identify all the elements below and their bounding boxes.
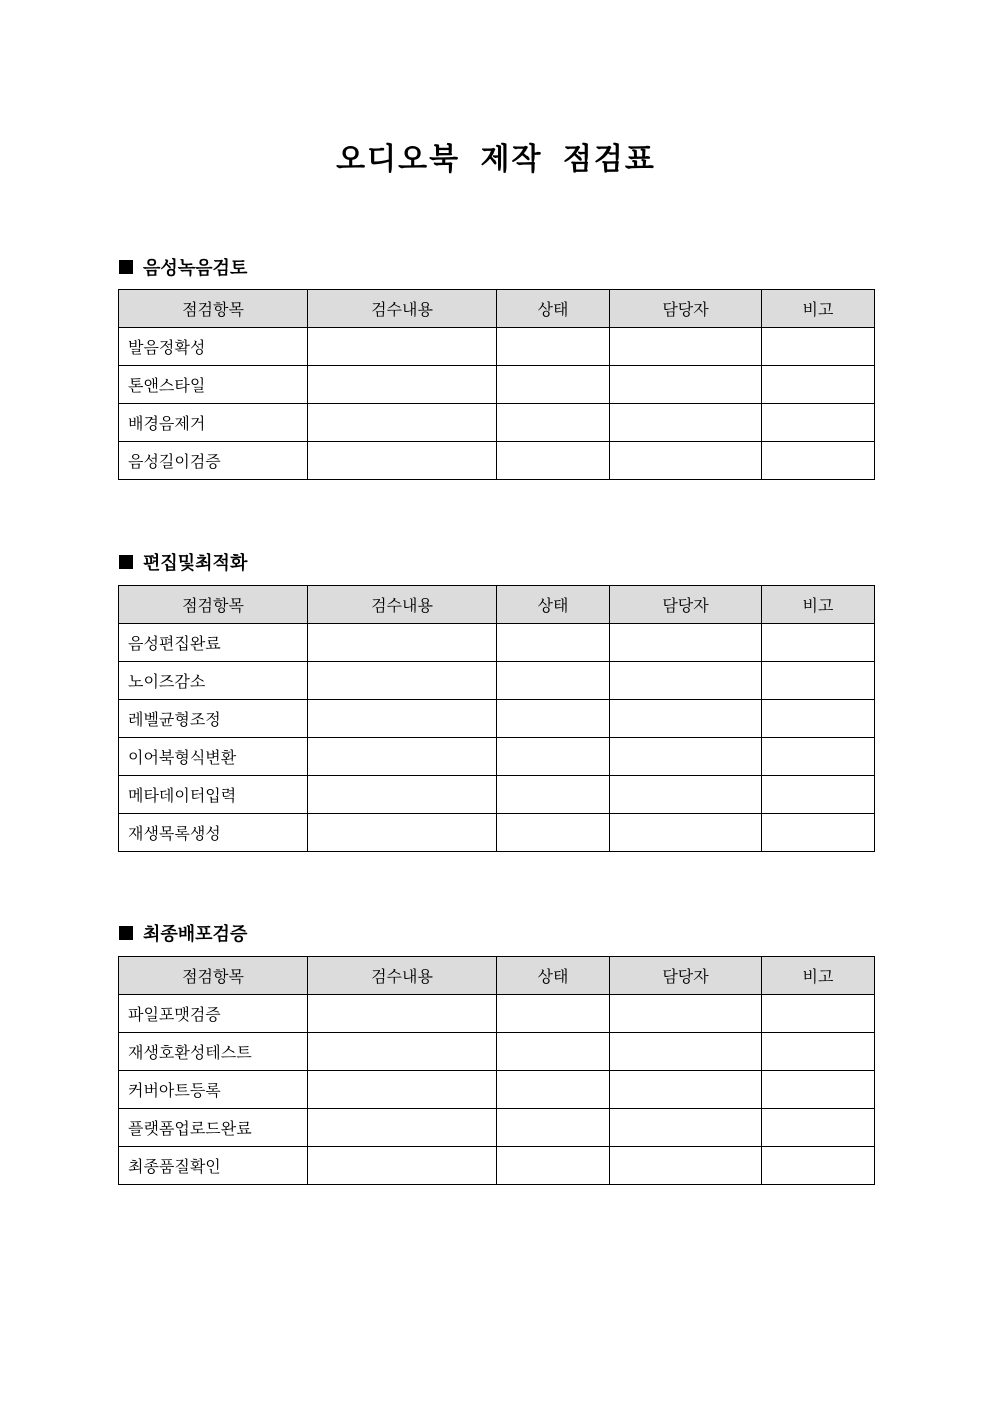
table-header-row — [119, 586, 875, 624]
empty-cell[interactable] — [308, 442, 497, 480]
column-header: 상태 — [497, 957, 610, 995]
table-row — [119, 776, 875, 814]
checklist-table — [118, 289, 875, 480]
column-header: 검수내용 — [308, 957, 497, 995]
column-header: 점검항목 — [119, 290, 308, 328]
empty-cell[interactable] — [762, 624, 875, 662]
table-header-row — [119, 290, 875, 328]
empty-cell[interactable] — [762, 738, 875, 776]
empty-cell[interactable] — [610, 1071, 762, 1109]
empty-cell[interactable] — [497, 328, 610, 366]
check-item: 재생호환성테스트 — [119, 1033, 308, 1071]
section-heading-text: 최종배포검증 — [143, 924, 248, 945]
empty-cell[interactable] — [308, 1109, 497, 1147]
empty-cell[interactable] — [497, 814, 610, 852]
empty-cell[interactable] — [497, 995, 610, 1033]
table-row — [119, 1147, 875, 1185]
empty-cell[interactable] — [308, 624, 497, 662]
empty-cell[interactable] — [762, 995, 875, 1033]
empty-cell[interactable] — [497, 404, 610, 442]
empty-cell[interactable] — [610, 624, 762, 662]
empty-cell[interactable] — [610, 814, 762, 852]
section-heading — [119, 549, 247, 575]
empty-cell[interactable] — [610, 662, 762, 700]
empty-cell[interactable] — [610, 995, 762, 1033]
empty-cell[interactable] — [610, 738, 762, 776]
empty-cell[interactable] — [308, 776, 497, 814]
check-item: 발음정확성 — [119, 328, 308, 366]
column-header: 비고 — [762, 290, 875, 328]
column-header: 담당자 — [610, 586, 762, 624]
table-row — [119, 328, 875, 366]
check-item: 재생목록생성 — [119, 814, 308, 852]
empty-cell[interactable] — [762, 1033, 875, 1071]
table-row — [119, 442, 875, 480]
page-title: 오디오북 제작 점검표 — [336, 142, 656, 177]
empty-cell[interactable] — [762, 366, 875, 404]
empty-cell[interactable] — [610, 700, 762, 738]
empty-cell[interactable] — [610, 1109, 762, 1147]
column-header: 상태 — [497, 290, 610, 328]
table-row — [119, 1033, 875, 1071]
column-header: 담당자 — [610, 290, 762, 328]
table-row — [119, 738, 875, 776]
empty-cell[interactable] — [308, 662, 497, 700]
check-item: 커버아트등록 — [119, 1071, 308, 1109]
column-header: 담당자 — [610, 957, 762, 995]
empty-cell[interactable] — [762, 404, 875, 442]
empty-cell[interactable] — [308, 700, 497, 738]
empty-cell[interactable] — [308, 1071, 497, 1109]
empty-cell[interactable] — [308, 366, 497, 404]
empty-cell[interactable] — [610, 404, 762, 442]
square-bullet-icon — [119, 926, 133, 940]
empty-cell[interactable] — [762, 1071, 875, 1109]
check-item: 톤앤스타일 — [119, 366, 308, 404]
empty-cell[interactable] — [762, 776, 875, 814]
table-row — [119, 995, 875, 1033]
table-row — [119, 404, 875, 442]
empty-cell[interactable] — [497, 738, 610, 776]
empty-cell[interactable] — [308, 1033, 497, 1071]
empty-cell[interactable] — [497, 624, 610, 662]
checklist-table — [118, 956, 875, 1185]
section-heading — [119, 254, 247, 280]
check-item: 파일포맷검증 — [119, 995, 308, 1033]
check-item: 메타데이터입력 — [119, 776, 308, 814]
empty-cell[interactable] — [610, 1147, 762, 1185]
empty-cell[interactable] — [762, 662, 875, 700]
section-heading — [119, 920, 247, 946]
table-row — [119, 624, 875, 662]
empty-cell[interactable] — [762, 700, 875, 738]
empty-cell[interactable] — [762, 1109, 875, 1147]
empty-cell[interactable] — [762, 442, 875, 480]
section-heading-text: 음성녹음검토 — [143, 258, 248, 279]
check-item: 배경음제거 — [119, 404, 308, 442]
empty-cell[interactable] — [497, 776, 610, 814]
empty-cell[interactable] — [497, 1109, 610, 1147]
table-row — [119, 1109, 875, 1147]
check-item: 최종품질확인 — [119, 1147, 308, 1185]
square-bullet-icon — [119, 555, 133, 569]
column-header: 점검항목 — [119, 957, 308, 995]
check-item: 레벨균형조정 — [119, 700, 308, 738]
column-header: 검수내용 — [308, 290, 497, 328]
empty-cell[interactable] — [308, 404, 497, 442]
empty-cell[interactable] — [497, 700, 610, 738]
column-header: 상태 — [497, 586, 610, 624]
empty-cell[interactable] — [497, 1033, 610, 1071]
empty-cell[interactable] — [497, 1071, 610, 1109]
square-bullet-icon — [119, 260, 133, 274]
table-row — [119, 814, 875, 852]
column-header: 비고 — [762, 957, 875, 995]
empty-cell[interactable] — [308, 995, 497, 1033]
empty-cell[interactable] — [610, 776, 762, 814]
empty-cell[interactable] — [610, 442, 762, 480]
table-header-row — [119, 957, 875, 995]
empty-cell[interactable] — [497, 366, 610, 404]
empty-cell[interactable] — [308, 1147, 497, 1185]
empty-cell[interactable] — [762, 814, 875, 852]
column-header: 점검항목 — [119, 586, 308, 624]
column-header: 비고 — [762, 586, 875, 624]
empty-cell[interactable] — [497, 1147, 610, 1185]
checklist-table — [118, 585, 875, 852]
empty-cell[interactable] — [497, 442, 610, 480]
empty-cell[interactable] — [762, 1147, 875, 1185]
empty-cell[interactable] — [610, 366, 762, 404]
table-row — [119, 366, 875, 404]
check-item: 플랫폼업로드완료 — [119, 1109, 308, 1147]
section-heading-text: 편집및최적화 — [143, 553, 248, 574]
table-row — [119, 1071, 875, 1109]
check-item: 노이즈감소 — [119, 662, 308, 700]
empty-cell[interactable] — [308, 328, 497, 366]
table-row — [119, 700, 875, 738]
column-header: 검수내용 — [308, 586, 497, 624]
empty-cell[interactable] — [762, 328, 875, 366]
check-item: 이어북형식변환 — [119, 738, 308, 776]
check-item: 음성편집완료 — [119, 624, 308, 662]
check-item: 음성길이검증 — [119, 442, 308, 480]
table-row — [119, 662, 875, 700]
empty-cell[interactable] — [610, 1033, 762, 1071]
empty-cell[interactable] — [610, 328, 762, 366]
empty-cell[interactable] — [308, 814, 497, 852]
empty-cell[interactable] — [497, 662, 610, 700]
empty-cell[interactable] — [308, 738, 497, 776]
